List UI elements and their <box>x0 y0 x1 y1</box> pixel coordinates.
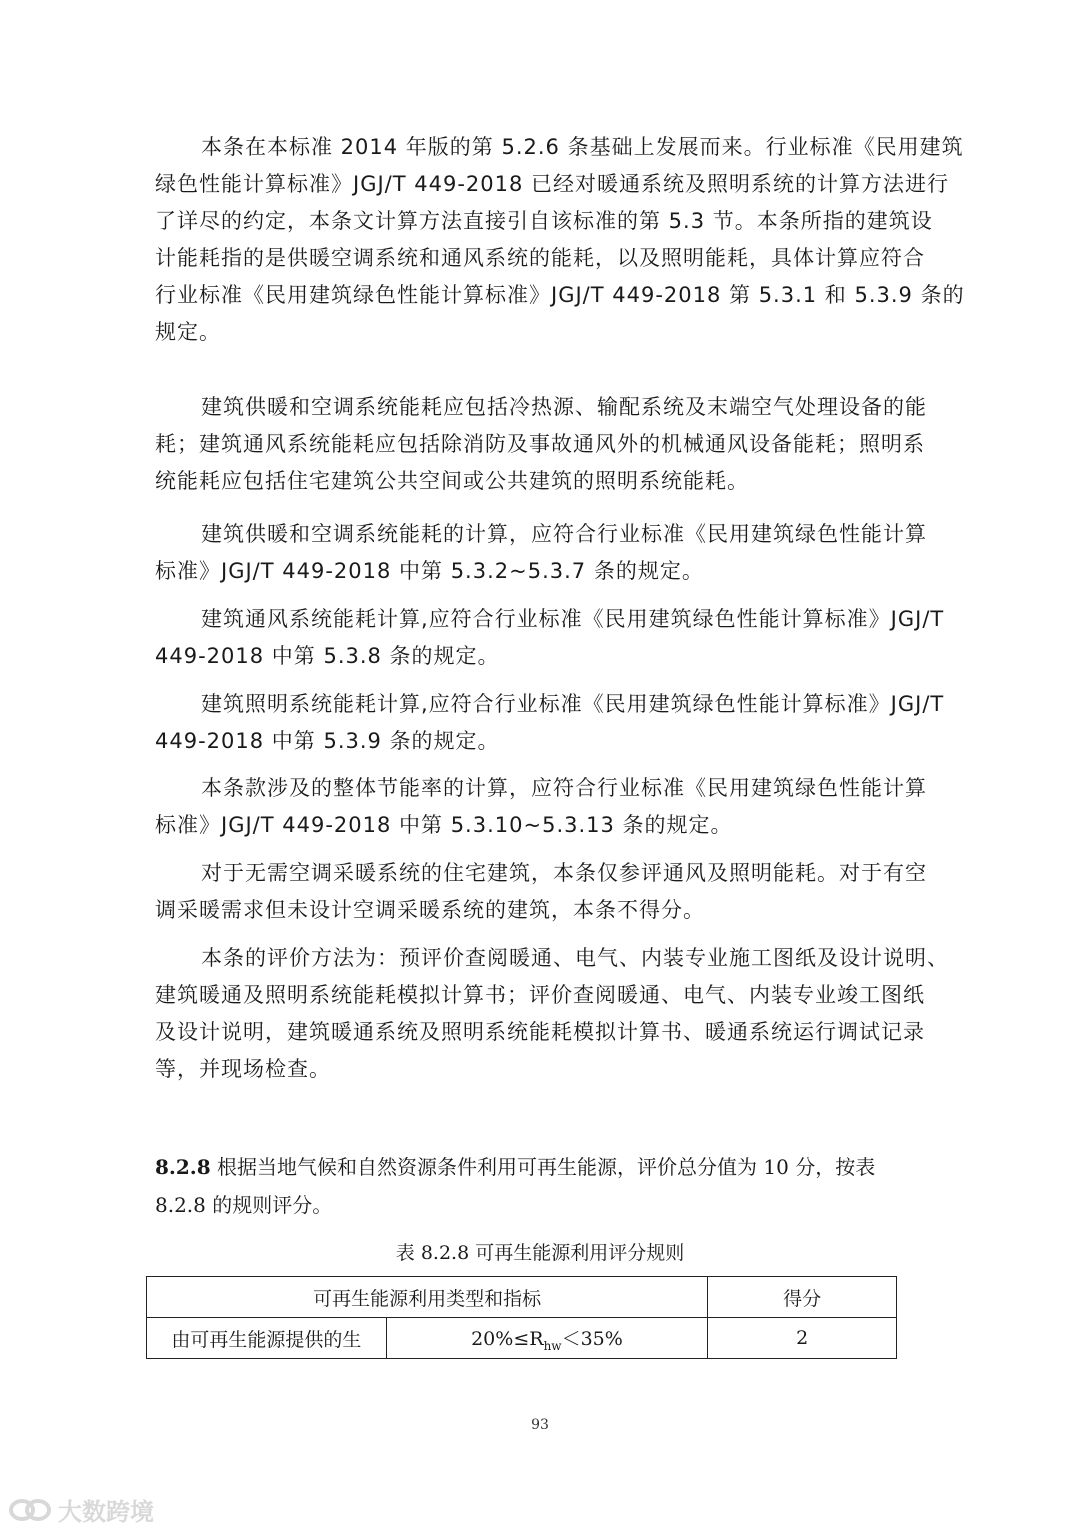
text-line: 对于无需空调采暖系统的住宅建筑，本条仅参评通风及照明能耗。对于有空 <box>201 861 927 885</box>
text-line: 规定。 <box>155 320 221 344</box>
score-cell: 2 <box>708 1318 897 1359</box>
text-line: 计能耗指的是供暖空调系统和通风系统的能耗，以及照明能耗，具体计算应符合 <box>155 246 925 270</box>
clause-text: 根据当地气候和自然资源条件利用可再生能源，评价总分值为 10 分，按表 <box>210 1155 876 1179</box>
clause-number: 8.2.8 <box>155 1155 211 1179</box>
table-caption: 表 8.2.8 可再生能源利用评分规则 <box>395 1242 685 1264</box>
scoring-table <box>146 1276 897 1359</box>
paragraph-8 <box>155 940 949 1088</box>
text-line: 调采暖需求但未设计空调采暖系统的建筑，本条不得分。 <box>155 898 705 922</box>
text-line: 等，并现场检查。 <box>155 1057 331 1081</box>
text-line: 建筑供暖和空调系统能耗的计算，应符合行业标准《民用建筑绿色性能计算 <box>201 522 927 546</box>
text-line: 耗；建筑通风系统能耗应包括除消防及事故通风外的机械通风设备能耗；照明系 <box>155 432 925 456</box>
text-line: 及设计说明，建筑暖通系统及照明系统能耗模拟计算书、暖通系统运行调试记录 <box>155 1020 925 1044</box>
paragraph-1 <box>155 129 965 351</box>
paragraph-2 <box>155 389 927 500</box>
clause-line <box>155 1148 918 1186</box>
text-line: 行业标准《民用建筑绿色性能计算标准》JGJ/T 449-2018 第 5.3.1 和 5.3.9 条的 <box>155 283 965 307</box>
clause-line: 8.2.8 的规则评分。 <box>155 1193 333 1217</box>
type-cell: 由可再生能源提供的生 <box>147 1318 387 1359</box>
paragraph-6 <box>155 770 927 844</box>
indicator-subscript: hw <box>543 1338 562 1353</box>
text-line: 建筑暖通及照明系统能耗模拟计算书；评价查阅暖通、电气、内装专业竣工图纸 <box>155 983 925 1007</box>
chain-link-logo-icon <box>8 1496 52 1524</box>
header-type-cell: 可再生能源利用类型和指标 <box>147 1277 708 1318</box>
table-row <box>147 1318 897 1359</box>
text-line: 建筑照明系统能耗计算,应符合行业标准《民用建筑绿色性能计算标准》JGJ/T <box>201 692 945 716</box>
page-number: 93 <box>531 1417 549 1433</box>
indicator-cell <box>386 1318 708 1359</box>
paragraph-7 <box>155 855 927 929</box>
text-line: 标准》JGJ/T 449-2018 中第 5.3.2~5.3.7 条的规定。 <box>155 559 704 583</box>
clause-8-2-8 <box>155 1148 918 1224</box>
text-line: 建筑通风系统能耗计算,应符合行业标准《民用建筑绿色性能计算标准》JGJ/T <box>201 607 945 631</box>
watermark <box>8 1492 154 1527</box>
text-line: 标准》JGJ/T 449-2018 中第 5.3.10~5.3.13 条的规定。 <box>155 813 733 837</box>
text-line: 本条款涉及的整体节能率的计算，应符合行业标准《民用建筑绿色性能计算 <box>201 776 927 800</box>
watermark-text: 大数跨境 <box>58 1498 154 1526</box>
text-line: 本条在本标准 2014 年版的第 5.2.6 条基础上发展而来。行业标准《民用建筑 <box>201 135 964 159</box>
paragraph-4 <box>155 601 945 675</box>
text-line: 本条的评价方法为：预评价查阅暖通、电气、内装专业施工图纸及设计说明、 <box>201 946 949 970</box>
text-line: 449-2018 中第 5.3.9 条的规定。 <box>155 729 500 753</box>
text-line: 建筑供暖和空调系统能耗应包括冷热源、输配系统及末端空气处理设备的能 <box>201 395 927 419</box>
paragraph-5 <box>155 686 945 760</box>
text-line: 绿色性能计算标准》JGJ/T 449-2018 已经对暖通系统及照明系统的计算方法进行 <box>155 172 950 196</box>
text-line: 了详尽的约定，本条文计算方法直接引自该标准的第 5.3 节。本条所指的建筑设 <box>155 209 933 233</box>
table-header-row <box>147 1277 897 1318</box>
indicator-pre: 20%≤R <box>471 1327 544 1350</box>
paragraph-3 <box>155 516 927 590</box>
indicator-post: ＜35% <box>561 1327 623 1350</box>
header-score-cell: 得分 <box>708 1277 897 1318</box>
text-line: 449-2018 中第 5.3.8 条的规定。 <box>155 644 500 668</box>
text-line: 统能耗应包括住宅建筑公共空间或公共建筑的照明系统能耗。 <box>155 469 749 493</box>
